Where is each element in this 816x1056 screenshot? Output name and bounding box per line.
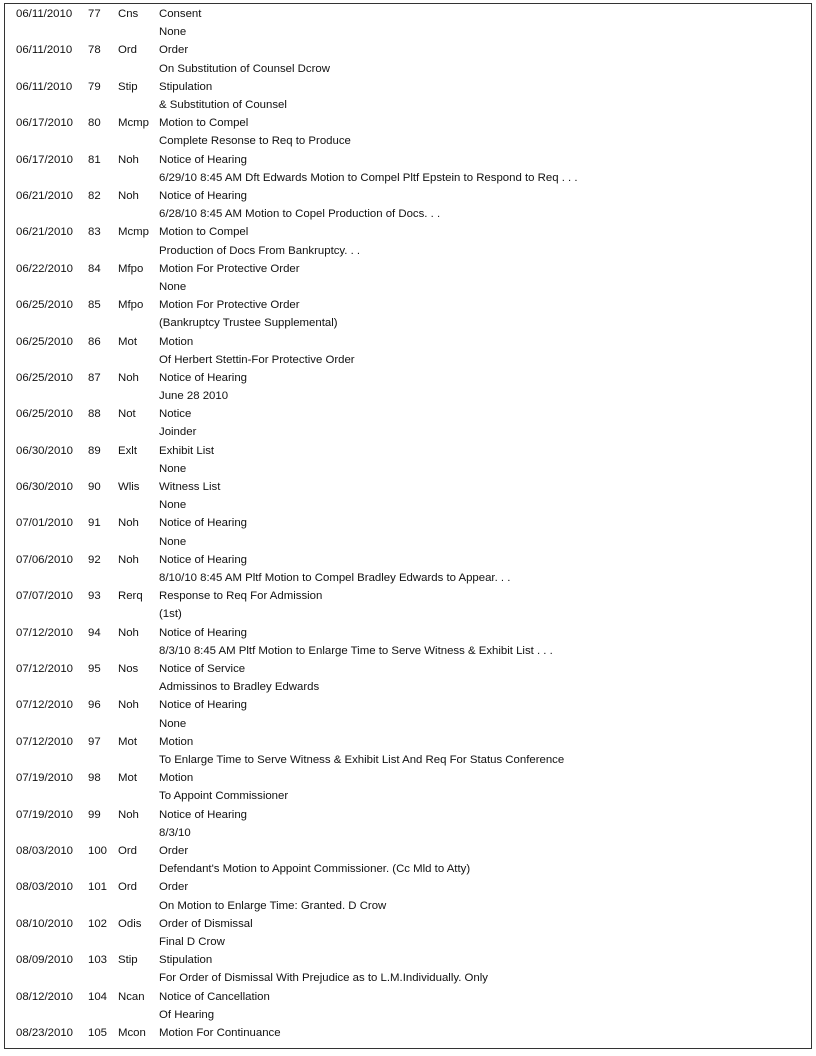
docket-entry-header xyxy=(12,151,802,169)
docket-entry xyxy=(12,1024,802,1042)
docket-entry xyxy=(12,624,802,660)
entry-date: 06/22/2010 xyxy=(16,262,74,275)
docket-entry-header xyxy=(12,551,802,569)
docket-entry-header xyxy=(12,769,802,787)
docket-entry-detail xyxy=(12,460,802,478)
docket-entry-detail xyxy=(12,897,802,915)
docket-entry-header xyxy=(12,114,802,132)
entry-code: Ncan xyxy=(118,990,145,1003)
entry-description: June 28 2010 xyxy=(159,390,229,403)
docket-entry-header xyxy=(12,915,802,933)
docket-entry-detail xyxy=(12,496,802,514)
entry-date: 08/09/2010 xyxy=(16,954,74,967)
entry-date: 07/19/2010 xyxy=(16,808,74,821)
entry-number: 86 xyxy=(88,335,101,348)
docket-entry-header xyxy=(12,187,802,205)
docket-entry-detail xyxy=(12,642,802,660)
docket-entry-header xyxy=(12,696,802,714)
entry-description: None xyxy=(159,280,187,293)
entry-code: Stip xyxy=(118,80,138,93)
entry-description: For Order of Dismissal With Prejudice as to L.M.Individually. Only xyxy=(159,972,488,985)
entry-number: 87 xyxy=(88,371,101,384)
entry-date: 06/25/2010 xyxy=(16,371,74,384)
docket-entry xyxy=(12,951,802,987)
entry-code: Not xyxy=(118,408,136,421)
entry-date: 08/03/2010 xyxy=(16,844,74,857)
docket-entry xyxy=(12,405,802,441)
entry-title: Notice of Cancellation xyxy=(159,990,270,1003)
entry-date: 06/11/2010 xyxy=(16,8,73,20)
entry-title: Exhibit List xyxy=(159,444,215,457)
docket-entry-detail xyxy=(12,1006,802,1024)
docket-entry xyxy=(12,660,802,696)
entry-date: 08/23/2010 xyxy=(16,1026,74,1039)
entry-title: Stipulation xyxy=(159,954,213,967)
docket-entry-header xyxy=(12,514,802,532)
entry-description: 8/10/10 8:45 AM Pltf Motion to Compel Bradley Edwards to Appear. . . xyxy=(159,572,511,585)
docket-entry-header xyxy=(12,951,802,969)
entry-date: 07/07/2010 xyxy=(16,590,74,603)
entry-title: Consent xyxy=(159,8,202,20)
docket-entry-header xyxy=(12,223,802,241)
entry-title: Order xyxy=(159,844,189,857)
entry-code: Noh xyxy=(118,189,139,202)
entry-code: Ord xyxy=(118,881,137,894)
entry-date: 06/25/2010 xyxy=(16,335,74,348)
docket-entry-detail xyxy=(12,969,802,987)
entry-code: Noh xyxy=(118,371,139,384)
entry-number: 85 xyxy=(88,299,101,312)
docket-entry xyxy=(12,260,802,296)
entry-code: Rerq xyxy=(118,590,143,603)
entry-code: Noh xyxy=(118,808,139,821)
entry-code: Wlis xyxy=(118,481,140,494)
entry-date: 08/10/2010 xyxy=(16,917,74,930)
entry-number: 89 xyxy=(88,444,101,457)
entry-number: 95 xyxy=(88,663,101,676)
docket-entry-header xyxy=(12,733,802,751)
docket-entry xyxy=(12,478,802,514)
docket-entry xyxy=(12,41,802,77)
entry-date: 06/21/2010 xyxy=(16,226,74,239)
docket-entry-detail xyxy=(12,933,802,951)
docket-entry xyxy=(12,551,802,587)
entry-code: Mcon xyxy=(118,1026,146,1039)
docket-entry-header xyxy=(12,442,802,460)
entry-description: 8/3/10 xyxy=(159,826,191,839)
docket-entry-detail xyxy=(12,387,802,405)
docket-entry-header xyxy=(12,405,802,423)
docket-entry-detail xyxy=(12,751,802,769)
entry-title: Notice of Hearing xyxy=(159,153,248,166)
entry-description: On Motion to Enlarge Time: Granted. D Crow xyxy=(159,899,387,912)
entry-title: Notice of Hearing xyxy=(159,189,248,202)
entry-title: Motion xyxy=(159,735,194,748)
entry-description: Of Hearing xyxy=(159,1008,215,1021)
docket-entry xyxy=(12,733,802,769)
entry-description: None xyxy=(159,535,187,548)
entry-number: 100 xyxy=(88,844,108,857)
entry-code: Noh xyxy=(118,517,139,530)
entry-number: 99 xyxy=(88,808,101,821)
entry-date: 06/25/2010 xyxy=(16,299,74,312)
entry-number: 79 xyxy=(88,80,101,93)
docket-entry-header xyxy=(12,369,802,387)
entry-number: 81 xyxy=(88,153,101,166)
entry-number: 92 xyxy=(88,553,101,566)
docket-entry xyxy=(12,333,802,369)
docket-entry xyxy=(12,514,802,550)
entry-description: None xyxy=(159,499,187,512)
docket-entry-header xyxy=(12,260,802,278)
docket-entry-detail xyxy=(12,96,802,114)
entry-code: Noh xyxy=(118,699,139,712)
entry-number: 93 xyxy=(88,590,101,603)
entry-date: 06/30/2010 xyxy=(16,444,74,457)
entry-description: None xyxy=(159,462,187,475)
entry-number: 80 xyxy=(88,117,101,130)
entry-title: Notice of Hearing xyxy=(159,626,248,639)
entry-title: Response to Req For Admission xyxy=(159,590,323,603)
entry-number: 97 xyxy=(88,735,101,748)
docket-entry-detail xyxy=(12,605,802,623)
docket-entry-header xyxy=(12,78,802,96)
docket-entry xyxy=(12,806,802,842)
entry-number: 90 xyxy=(88,481,101,494)
docket-entry-detail xyxy=(12,860,802,878)
entry-code: Noh xyxy=(118,626,139,639)
entry-date: 08/12/2010 xyxy=(16,990,74,1003)
entry-title: Motion For Continuance xyxy=(159,1026,281,1039)
entry-title: Witness List xyxy=(159,481,221,494)
entry-number: 88 xyxy=(88,408,101,421)
entry-date: 07/12/2010 xyxy=(16,626,74,639)
docket-entry-detail xyxy=(12,23,802,41)
docket-entry-header xyxy=(12,478,802,496)
entry-number: 103 xyxy=(88,954,108,967)
docket-entry-detail xyxy=(12,205,802,223)
entry-number: 96 xyxy=(88,699,101,712)
entry-code: Exlt xyxy=(118,444,137,457)
docket-list xyxy=(12,5,802,1042)
docket-entry-header xyxy=(12,296,802,314)
entry-code: Mcmp xyxy=(118,226,150,239)
entry-title: Motion to Compel xyxy=(159,226,249,239)
entry-date: 06/17/2010 xyxy=(16,117,74,130)
entry-title: Motion xyxy=(159,335,194,348)
docket-entry-detail xyxy=(12,569,802,587)
docket-entry xyxy=(12,187,802,223)
docket-entry-header xyxy=(12,5,802,23)
entry-number: 91 xyxy=(88,517,101,530)
docket-entry xyxy=(12,442,802,478)
entry-title: Order xyxy=(159,881,189,894)
entry-code: Mfpo xyxy=(118,262,144,275)
docket-entry-detail xyxy=(12,533,802,551)
docket-entry-header xyxy=(12,842,802,860)
entry-number: 82 xyxy=(88,189,101,202)
docket-entry xyxy=(12,223,802,259)
entry-number: 94 xyxy=(88,626,101,639)
docket-entry-header xyxy=(12,624,802,642)
docket-entry xyxy=(12,369,802,405)
entry-number: 104 xyxy=(88,990,108,1003)
docket-entry-detail xyxy=(12,132,802,150)
entry-date: 06/11/2010 xyxy=(16,80,73,93)
docket-entry xyxy=(12,587,802,623)
entry-date: 07/12/2010 xyxy=(16,735,74,748)
entry-description: & Substitution of Counsel xyxy=(159,98,287,111)
entry-code: Nos xyxy=(118,663,139,676)
entry-description: 8/3/10 8:45 AM Pltf Motion to Enlarge Time to Serve Witness & Exhibit List . . . xyxy=(159,644,553,657)
entry-description: (Bankruptcy Trustee Supplemental) xyxy=(159,317,338,330)
entry-description: To Enlarge Time to Serve Witness & Exhibit List And Req For Status Conference xyxy=(159,754,565,766)
entry-description: Joinder xyxy=(159,426,197,439)
docket-entry-header xyxy=(12,988,802,1006)
entry-title: Notice of Service xyxy=(159,663,246,676)
entry-date: 06/17/2010 xyxy=(16,153,74,166)
docket-entry-header xyxy=(12,587,802,605)
docket-entry-detail xyxy=(12,824,802,842)
entry-date: 06/30/2010 xyxy=(16,481,74,494)
entry-number: 84 xyxy=(88,262,101,275)
entry-date: 07/06/2010 xyxy=(16,553,74,566)
docket-entry-detail xyxy=(12,423,802,441)
entry-code: Stip xyxy=(118,954,138,967)
entry-code: Mot xyxy=(118,735,137,748)
docket-entry xyxy=(12,878,802,914)
entry-title: Motion xyxy=(159,772,194,785)
entry-date: 07/12/2010 xyxy=(16,699,74,712)
entry-code: Odis xyxy=(118,917,142,930)
entry-code: Noh xyxy=(118,153,139,166)
entry-date: 07/01/2010 xyxy=(16,517,74,530)
entry-code: Mfpo xyxy=(118,299,144,312)
entry-code: Noh xyxy=(118,553,139,566)
entry-number: 83 xyxy=(88,226,101,239)
docket-entry-header xyxy=(12,806,802,824)
entry-date: 07/12/2010 xyxy=(16,663,74,676)
entry-title: Stipulation xyxy=(159,80,213,93)
entry-number: 98 xyxy=(88,772,101,785)
docket-entry-detail xyxy=(12,60,802,78)
docket-entry xyxy=(12,5,802,41)
docket-entry-detail xyxy=(12,787,802,805)
docket-entry xyxy=(12,842,802,878)
entry-title: Notice of Hearing xyxy=(159,808,248,821)
entry-number: 105 xyxy=(88,1026,108,1039)
entry-date: 06/21/2010 xyxy=(16,189,74,202)
entry-title: Motion For Protective Order xyxy=(159,262,300,275)
entry-title: Notice of Hearing xyxy=(159,699,248,712)
docket-entry xyxy=(12,296,802,332)
entry-description: Defendant's Motion to Appoint Commissioner. (Cc Mld to Atty) xyxy=(159,863,471,876)
docket-entry xyxy=(12,114,802,150)
entry-description: 6/28/10 8:45 AM Motion to Copel Production of Docs. . . xyxy=(159,208,441,221)
docket-entry-detail xyxy=(12,678,802,696)
docket-entry-detail xyxy=(12,242,802,260)
entry-title: Motion to Compel xyxy=(159,117,249,130)
entry-description: Complete Resonse to Req to Produce xyxy=(159,135,351,148)
entry-description: 6/29/10 8:45 AM Dft Edwards Motion to Compel Pltf Epstein to Respond to Req . . . xyxy=(159,171,578,184)
docket-entry xyxy=(12,696,802,732)
docket-entry xyxy=(12,915,802,951)
entry-description: Production of Docs From Bankruptcy. . . xyxy=(159,244,361,257)
entry-code: Mcmp xyxy=(118,117,150,130)
entry-date: 07/19/2010 xyxy=(16,772,74,785)
docket-entry-detail xyxy=(12,715,802,733)
entry-description: None xyxy=(159,26,187,39)
docket-entry-detail xyxy=(12,351,802,369)
entry-title: Motion For Protective Order xyxy=(159,299,300,312)
docket-entry-header xyxy=(12,1024,802,1042)
docket-entry-header xyxy=(12,660,802,678)
entry-title: Notice of Hearing xyxy=(159,517,248,530)
docket-entry-detail xyxy=(12,314,802,332)
docket-entry-detail xyxy=(12,169,802,187)
entry-title: Notice of Hearing xyxy=(159,371,248,384)
docket-entry-header xyxy=(12,333,802,351)
docket-entry-detail xyxy=(12,278,802,296)
entry-number: 77 xyxy=(88,8,101,20)
entry-title: Order xyxy=(159,44,189,57)
entry-description: None xyxy=(159,717,187,730)
entry-code: Mot xyxy=(118,772,137,785)
entry-date: 06/25/2010 xyxy=(16,408,74,421)
entry-date: 08/03/2010 xyxy=(16,881,74,894)
docket-entry-header xyxy=(12,41,802,59)
entry-title: Notice xyxy=(159,408,192,421)
docket-entry xyxy=(12,78,802,114)
entry-title: Notice of Hearing xyxy=(159,553,248,566)
entry-title: Order of Dismissal xyxy=(159,917,253,930)
entry-date: 06/11/2010 xyxy=(16,44,73,57)
entry-description: Of Herbert Stettin-For Protective Order xyxy=(159,353,355,366)
entry-code: Cns xyxy=(118,8,139,20)
entry-description: (1st) xyxy=(159,608,182,621)
entry-number: 78 xyxy=(88,44,101,57)
entry-description: On Substitution of Counsel Dcrow xyxy=(159,62,330,75)
docket-entry xyxy=(12,769,802,805)
entry-code: Mot xyxy=(118,335,137,348)
entry-code: Ord xyxy=(118,44,137,57)
docket-entry xyxy=(12,151,802,187)
docket-entry-header xyxy=(12,878,802,896)
entry-description: Admissinos to Bradley Edwards xyxy=(159,681,320,694)
docket-entry xyxy=(12,988,802,1024)
entry-description: Final D Crow xyxy=(159,935,225,948)
entry-code: Ord xyxy=(118,844,137,857)
entry-number: 101 xyxy=(88,881,108,894)
entry-description: To Appoint Commissioner xyxy=(159,790,289,803)
entry-number: 102 xyxy=(88,917,108,930)
